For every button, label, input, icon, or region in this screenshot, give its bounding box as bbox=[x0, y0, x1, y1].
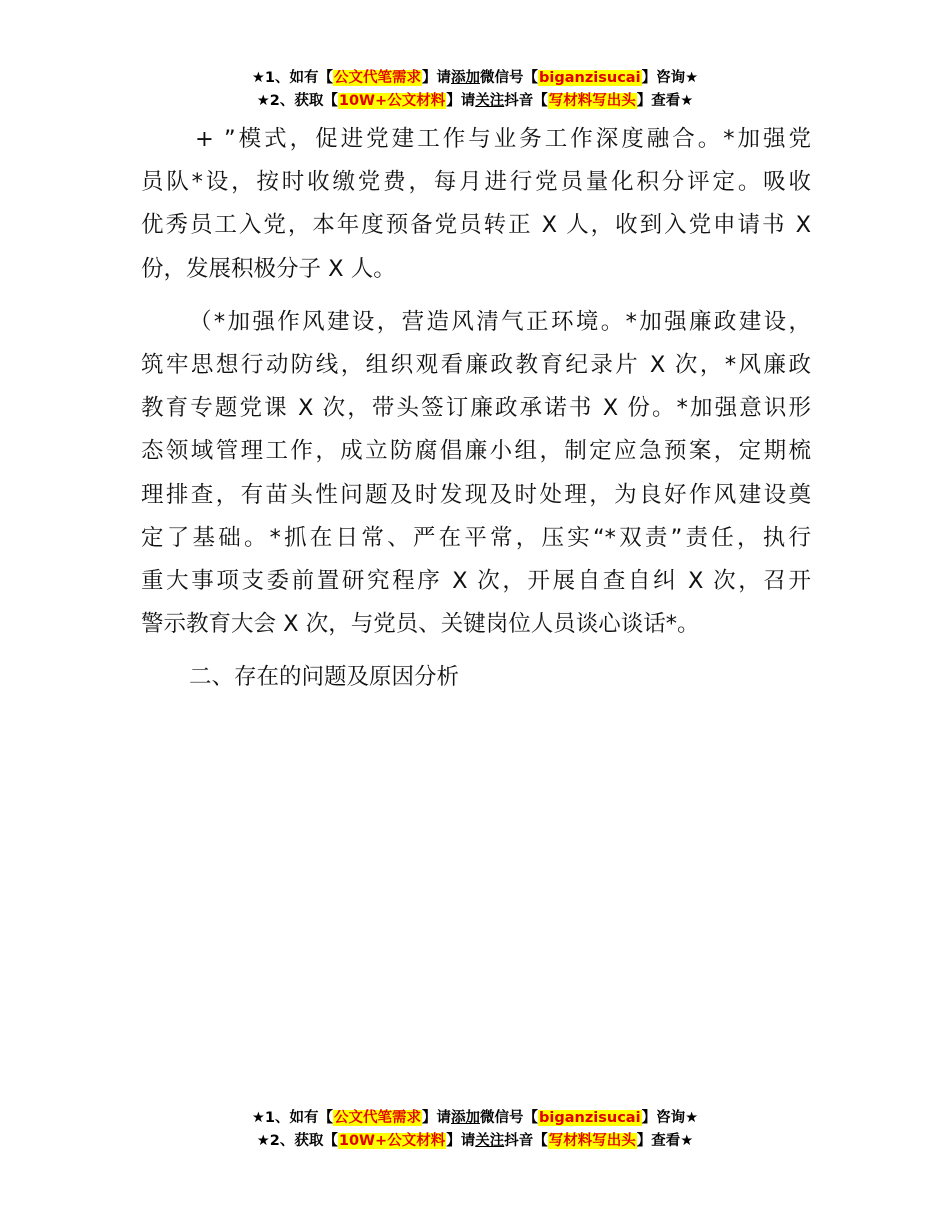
header-banner-line-1 bbox=[0, 67, 950, 90]
banner-highlight: 公文代笔需求 bbox=[334, 70, 422, 86]
banner-suffix: 】咨询★ bbox=[641, 1110, 699, 1126]
text-line: 筑牢思想行动防线，组织观看廉政教育纪录片 X 次，*风廉政 bbox=[141, 352, 811, 379]
footer-banner bbox=[0, 1107, 950, 1153]
paragraph-work-style bbox=[141, 301, 811, 647]
text-line: 警示教育大会 X 次，与党员、关键岗位人员谈心谈话*。 bbox=[141, 611, 700, 638]
banner-text: 微信号【 bbox=[480, 70, 539, 86]
banner-highlight: 10W+公文材料 bbox=[338, 1133, 446, 1149]
document-body bbox=[141, 118, 811, 710]
paragraph-party-building bbox=[141, 118, 811, 291]
banner-text: 】请 bbox=[446, 93, 476, 109]
text-line: 重大事项支委前置研究程序 X 次，开展自查自纠 X 次，召开 bbox=[141, 568, 811, 595]
banner-prefix: ★1、如有【 bbox=[251, 1110, 334, 1126]
banner-highlight: 公文代笔需求 bbox=[334, 1110, 422, 1126]
footer-banner-line-1 bbox=[0, 1107, 950, 1130]
banner-text: 】请 bbox=[422, 1110, 452, 1126]
text-line: 份，发展积极分子 X 人。 bbox=[141, 255, 396, 282]
banner-text: 抖音【 bbox=[504, 93, 548, 109]
text-line: 态领域管理工作，成立防腐倡廉小组，制定应急预案，定期梳 bbox=[141, 438, 811, 465]
banner-wechat-id: biganzisucai bbox=[539, 1110, 641, 1126]
banner-suffix: 】查看★ bbox=[636, 1133, 694, 1149]
banner-text: 微信号【 bbox=[480, 1110, 539, 1126]
text-line: + ”模式，促进党建工作与业务工作深度融合。*加强党 bbox=[195, 126, 811, 152]
banner-emphasis: 关注 bbox=[475, 1133, 505, 1149]
banner-prefix: ★2、获取【 bbox=[256, 93, 338, 109]
banner-suffix: 】咨询★ bbox=[641, 70, 699, 86]
banner-highlight: 10W+公文材料 bbox=[338, 93, 446, 109]
footer-banner-line-2 bbox=[0, 1130, 950, 1153]
banner-prefix: ★1、如有【 bbox=[251, 70, 334, 86]
section-heading bbox=[141, 656, 811, 699]
banner-emphasis: 添加 bbox=[451, 1110, 481, 1126]
banner-text: 抖音【 bbox=[504, 1133, 548, 1149]
text-line: 优秀员工入党，本年度预备党员转正 X 人，收到入党申请书 X bbox=[141, 212, 811, 239]
text-line: （*加强作风建设，营造风清气正环境。*加强廉政建设， bbox=[189, 308, 811, 335]
banner-douyin-id: 写材料写出头 bbox=[548, 93, 636, 109]
header-banner bbox=[0, 67, 950, 113]
banner-douyin-id: 写材料写出头 bbox=[548, 1133, 636, 1149]
banner-suffix: 】查看★ bbox=[636, 93, 694, 109]
banner-wechat-id: biganzisucai bbox=[539, 70, 641, 86]
banner-emphasis: 添加 bbox=[451, 70, 481, 86]
banner-text: 】请 bbox=[422, 70, 452, 86]
text-line: 理排查，有苗头性问题及时发现及时处理，为良好作风建设奠 bbox=[141, 481, 811, 508]
text-line: 定了基础。*抓在日常、严在平常，压实“*双责”责任，执行 bbox=[141, 524, 811, 551]
banner-emphasis: 关注 bbox=[475, 93, 505, 109]
header-banner-line-2 bbox=[0, 90, 950, 113]
section-heading-text: 二、存在的问题及原因分析 bbox=[189, 664, 460, 691]
banner-prefix: ★2、获取【 bbox=[256, 1133, 338, 1149]
text-line: 教育专题党课 X 次，带头签订廉政承诺书 X 份。*加强意识形 bbox=[141, 395, 811, 422]
banner-text: 】请 bbox=[446, 1133, 476, 1149]
text-line: 员队*设，按时收缴党费，每月进行党员量化积分评定。吸收 bbox=[141, 169, 811, 196]
